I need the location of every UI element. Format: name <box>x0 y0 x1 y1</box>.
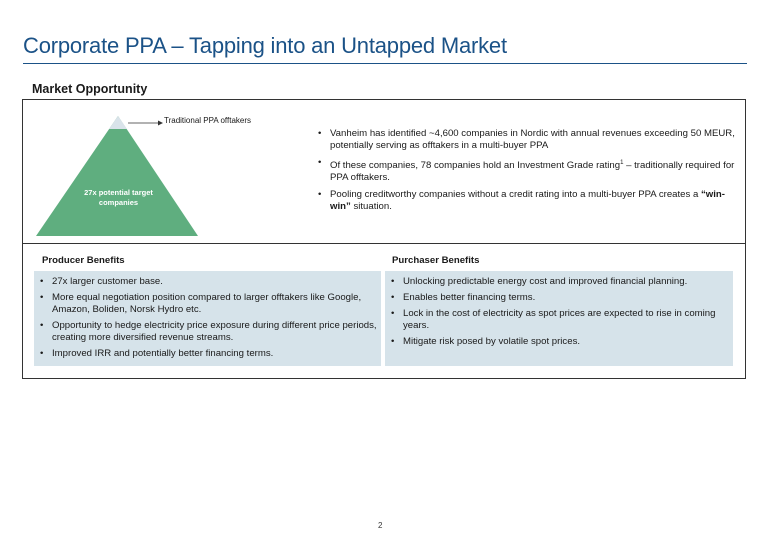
section-heading: Market Opportunity <box>32 82 148 96</box>
apex-arrowhead <box>158 121 163 126</box>
pyramid-apex <box>109 116 127 129</box>
purchaser-benefit: • Unlocking predictable energy cost and improved financial planning. <box>389 276 729 288</box>
market-bullet: • Of these companies, 78 companies hold an Investment Grade rating$^1$ – traditionally required for PPA offtakers. <box>316 157 736 184</box>
producer-benefit: • Improved IRR and potentially better financing terms. <box>38 348 377 360</box>
producer-heading: Producer Benefits <box>42 255 125 266</box>
purchaser-heading: Purchaser Benefits <box>392 255 480 266</box>
pyramid-base-label: 27x potential target companies <box>84 188 153 207</box>
page-number: 2 <box>378 521 383 530</box>
market-bullet: • Pooling creditworthy companies without a credit rating into a multi-buyer PPA creates a “win-win” situation. <box>316 189 736 213</box>
box-divider <box>22 243 746 244</box>
purchaser-benefit: • Enables better financing terms. <box>389 292 729 304</box>
pyramid-base <box>36 116 198 236</box>
pyramid-diagram <box>36 116 200 238</box>
title-divider <box>23 63 747 64</box>
producer-panel <box>34 271 381 366</box>
producer-benefit: • 27x larger customer base. <box>38 276 377 288</box>
page-title: Corporate PPA – Tapping into an Untapped Market <box>23 33 507 58</box>
producer-benefit: • Opportunity to hedge electricity price exposure during different price periods, creating more diversified revenue streams. <box>38 320 377 344</box>
emphasis: “win-win” <box>330 189 725 213</box>
apex-label: Traditional PPA offtakers <box>164 116 252 125</box>
market-bullets <box>316 128 736 218</box>
purchaser-benefit: • Lock in the cost of electricity as spot prices are expected to rise in coming years. <box>389 308 729 332</box>
purchaser-benefit: • Mitigate risk posed by volatile spot prices. <box>389 336 729 348</box>
footnote-marker: 1 <box>620 160 624 166</box>
purchaser-panel <box>385 271 733 366</box>
producer-benefit: • More equal negotiation position compared to larger offtakers like Google, Amazon, Boliden, Norsk Hydro etc. <box>38 292 377 316</box>
market-bullet: • Vanheim has identified ~4,600 companies in Nordic with annual revenues exceeding 50 MEUR, potentially serving as offtakers in a multi-buyer PPA <box>316 128 736 152</box>
